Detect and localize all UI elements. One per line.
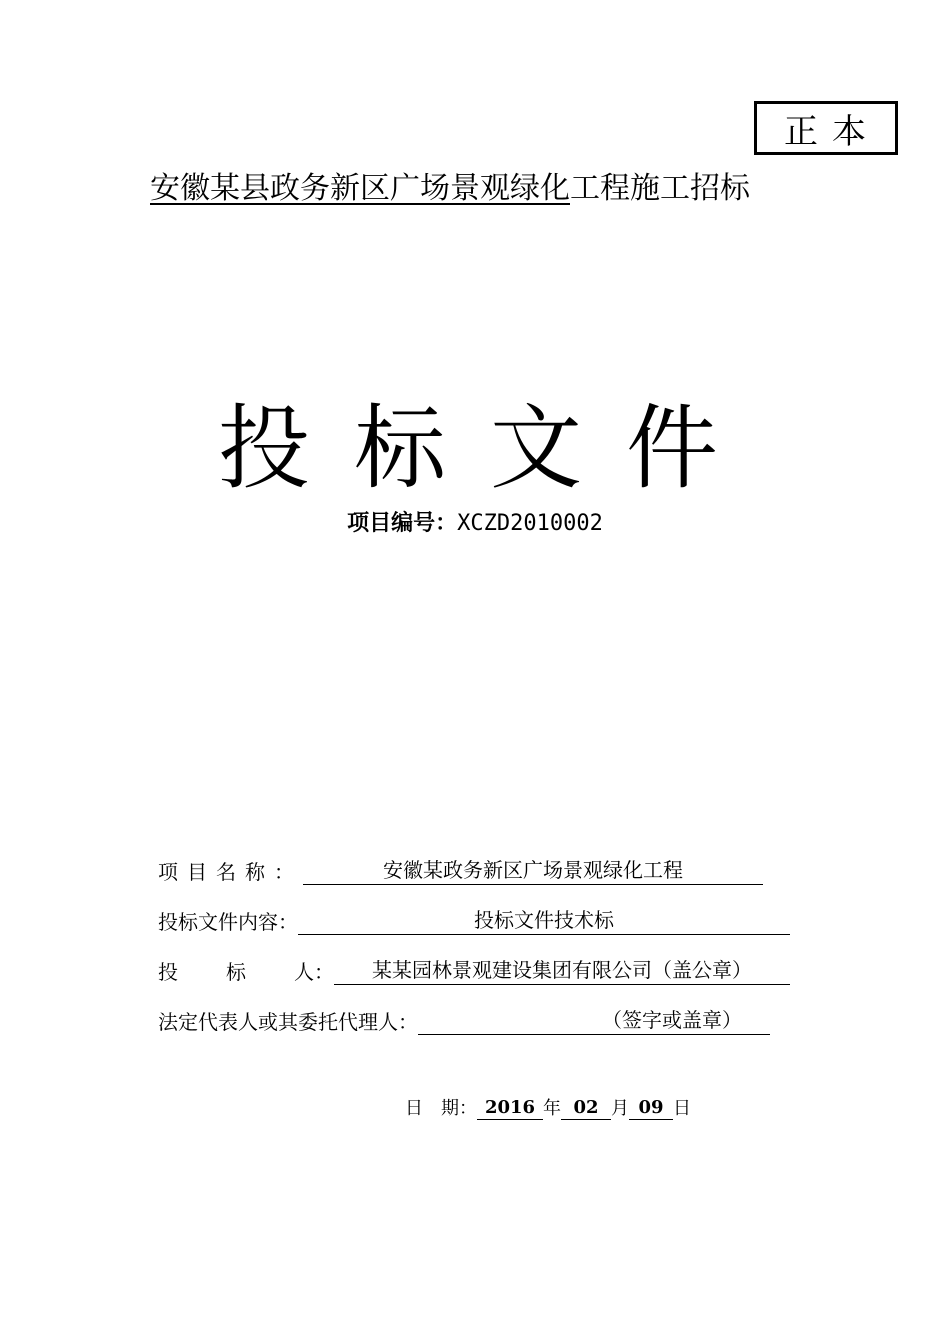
project-number-label: 项目编号： <box>347 510 458 536</box>
representative-label: 法定代表人或其委托代理人： <box>158 1010 418 1034</box>
project-name-row <box>158 856 763 885</box>
project-number <box>0 506 950 537</box>
bidder-colon: ： <box>314 960 334 984</box>
representative-row <box>158 1006 770 1035</box>
content-value: 投标文件技术标 <box>298 907 790 935</box>
original-copy-stamp <box>754 101 898 155</box>
bidder-row <box>158 956 790 985</box>
date-label: 日 期： <box>405 1098 477 1119</box>
project-name-value: 安徽某政务新区广场景观绿化工程 <box>303 857 763 885</box>
date-day: 09 <box>629 1097 673 1120</box>
bidder-label-char-3: 人 <box>294 960 314 984</box>
bidder-label-char-2: 标 <box>226 960 246 984</box>
bidder-label-char-1: 投 <box>158 960 178 984</box>
bidder-value: 某某园林景观建设集团有限公司（盖公章） <box>334 957 790 985</box>
date-row <box>405 1094 691 1120</box>
date-month-unit: 月 <box>611 1098 629 1119</box>
bidder-label <box>158 956 314 985</box>
date-year: 2016 <box>477 1097 543 1120</box>
content-label: 投标文件内容： <box>158 910 298 934</box>
representative-value: （签字或盖章） <box>418 1007 770 1035</box>
date-month: 02 <box>561 1097 611 1120</box>
project-number-value: XCZD2010002 <box>457 511 603 536</box>
content-row <box>158 906 790 935</box>
stamp-text: 正本 <box>784 111 880 152</box>
date-day-unit: 日 <box>673 1098 691 1119</box>
document-title: 投标文件 <box>217 395 762 502</box>
tender-title <box>150 163 870 207</box>
project-name-label: 项目名称： <box>158 860 303 884</box>
tender-title-rest: 工程施工招标 <box>570 171 750 206</box>
date-year-unit: 年 <box>543 1098 561 1119</box>
tender-title-underlined: 安徽某县政务新区广场景观绿化 <box>150 171 570 206</box>
